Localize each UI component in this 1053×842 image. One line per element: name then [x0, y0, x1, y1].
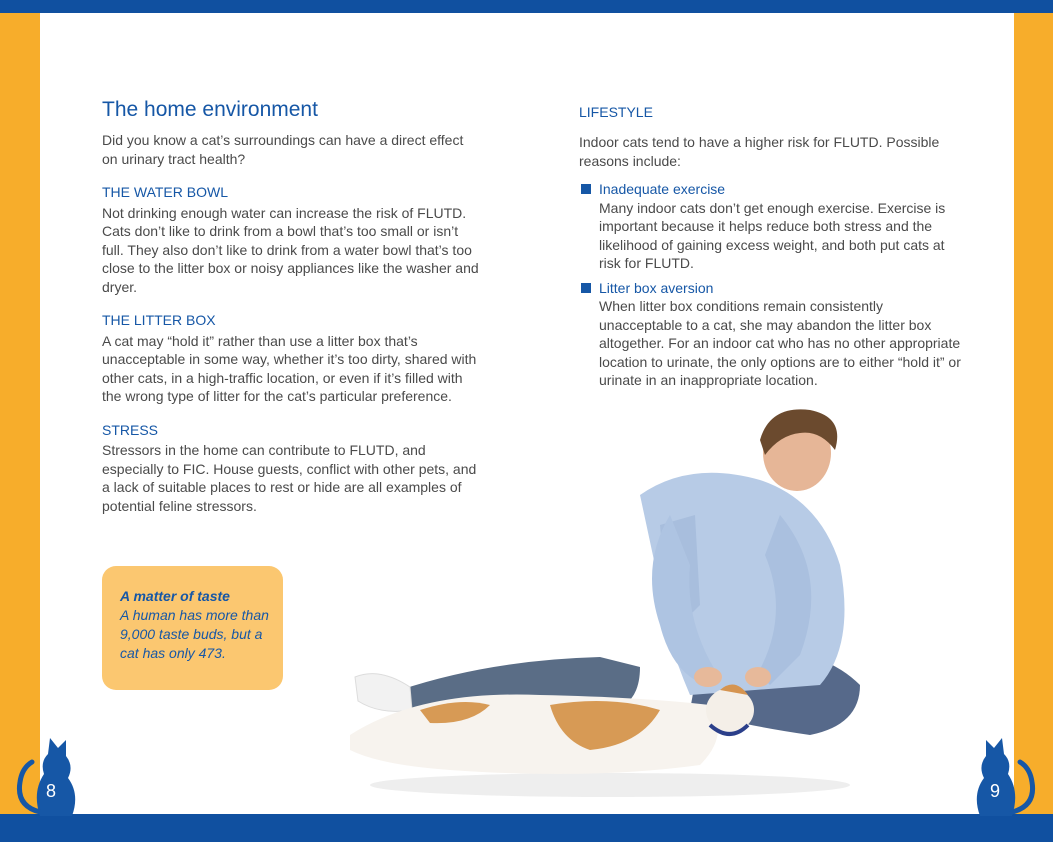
list-item: [579, 279, 964, 390]
man-with-cat-photo: [340, 405, 900, 805]
cat-silhouette-icon: [962, 732, 1042, 816]
cat-silhouette-icon: [10, 732, 90, 816]
bullet-square-icon: [581, 184, 591, 194]
callout-title: A matter of taste: [120, 588, 230, 604]
page-title: The home environment: [102, 98, 318, 121]
right-side-bar: [1014, 13, 1053, 814]
reasons-list: [579, 180, 964, 390]
bullet-body-exercise: Many indoor cats don’t get enough exercise. Exercise is important because it helps reduce both stress and the likelihood of gaining excess weight, and both put cats at risk for FLUTD.: [599, 199, 946, 271]
taste-callout-box: [102, 566, 283, 690]
callout-body: A human has more than 9,000 taste buds, but a cat has only 473.: [120, 607, 269, 661]
intro-text: Did you know a cat’s surroundings can have a direct effect on urinary tract health?: [102, 132, 464, 167]
lifestyle-intro: Indoor cats tend to have a higher risk for FLUTD. Possible reasons include:: [579, 134, 940, 169]
section-heading-litter-box: THE LITTER BOX: [102, 312, 216, 328]
top-band: [0, 0, 1053, 13]
section-body-water-bowl: Not drinking enough water can increase the risk of FLUTD. Cats don’t like to drink from a bowl that’s too small or isn’t full. They also don’t like to drink from a water bowl that’s too close to the litter box or noisy appliances like the washer and dryer.: [102, 204, 479, 295]
bullet-title-aversion: Litter box aversion: [599, 279, 714, 296]
section-body-litter-box: A cat may “hold it” rather than use a litter box that’s unacceptable in some way, whether it’s too dirty, shared with other cats, in a high-traffic location, or even if it’s filled with the wrong type of litter for the cat’s particular preference.: [102, 332, 477, 404]
page-number-right: 9: [990, 781, 1001, 801]
bullet-square-icon: [581, 283, 591, 293]
list-item: [579, 180, 964, 273]
section-body-stress: Stressors in the home can contribute to FLUTD, and especially to FIC. House guests, conflict with other pets, and a lack of suitable places to rest or hide are all examples of potential feline stressors.: [102, 442, 477, 514]
bullet-title-exercise: Inadequate exercise: [599, 181, 726, 197]
bullet-body-aversion: When litter box conditions remain consistently unacceptable to a cat, she may abandon the litter box altogether. For an indoor cat who has no other appropriate location to urinate, the only options are to either “hold it” or urinate in an inappropriate location.: [599, 298, 961, 388]
right-page-column: [579, 103, 964, 396]
left-side-bar: [0, 13, 40, 814]
page-number-left: 8: [46, 781, 57, 801]
section-heading-water-bowl: THE WATER BOWL: [102, 184, 228, 200]
lifestyle-heading: LIFESTYLE: [579, 104, 653, 120]
section-heading-stress: STRESS: [102, 421, 159, 438]
bottom-band: [0, 814, 1053, 842]
